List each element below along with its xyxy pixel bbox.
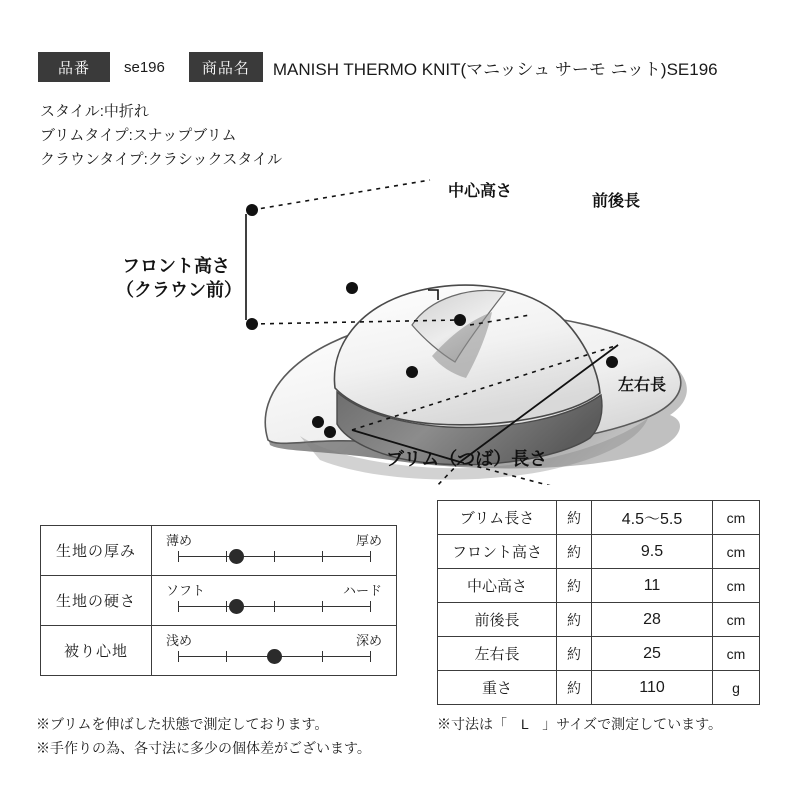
slider-label-firmness: 生地の硬さ: [41, 576, 152, 626]
slider-knob[interactable]: [229, 549, 244, 564]
sku-label: 品番: [38, 52, 110, 82]
slider-fit[interactable]: [152, 626, 397, 676]
slider-endpoints: [152, 580, 396, 599]
slider-track[interactable]: [178, 656, 370, 657]
table-row: [41, 626, 397, 676]
measure-approx: 約: [557, 535, 592, 569]
slider-label-thickness: 生地の厚み: [41, 526, 152, 576]
hat-illustration-svg: [0, 140, 800, 485]
measure-unit: g: [713, 671, 760, 705]
note-handmade: ※手作りの為、各寸法に多少の個体差がございます。: [36, 740, 371, 756]
measure-name-front-back: 前後長: [438, 603, 557, 637]
measure-value-center-height: 11: [592, 569, 713, 603]
table-row: [438, 569, 760, 603]
slider-knob[interactable]: [267, 649, 282, 664]
spec-crown-type: クラウンタイプ:クラシックスタイル: [40, 151, 283, 168]
slider-left-label: 薄め: [166, 533, 193, 548]
measure-value-front-height: 9.5: [592, 535, 713, 569]
slider-firmness[interactable]: [152, 576, 397, 626]
measure-value-left-right: 25: [592, 637, 713, 671]
slider-track[interactable]: [178, 606, 370, 607]
table-row: [438, 637, 760, 671]
measure-approx: 約: [557, 671, 592, 705]
slider-track[interactable]: [178, 556, 370, 557]
slider-endpoints: [152, 630, 396, 649]
measure-unit: cm: [713, 535, 760, 569]
slider-endpoints: [152, 530, 396, 549]
table-row: [438, 535, 760, 569]
measure-name-front-height: フロント高さ: [438, 535, 557, 569]
measure-value-brim: 4.5〜5.5: [592, 501, 713, 535]
measure-value-front-back: 28: [592, 603, 713, 637]
slider-thickness[interactable]: [152, 526, 397, 576]
notes-right: [437, 712, 722, 736]
sku-value: se196: [124, 58, 165, 76]
label-brim-length: ブリム（つば）長さ: [386, 449, 548, 469]
table-row: [41, 576, 397, 626]
measure-approx: 約: [557, 569, 592, 603]
table-row: [41, 526, 397, 576]
slider-label-fit: 被り心地: [41, 626, 152, 676]
measure-approx: 約: [557, 501, 592, 535]
hat-diagram: [0, 140, 800, 485]
product-name-value: MANISH THERMO KNIT(マニッシュ サーモ ニット)SE196: [272, 59, 718, 79]
label-front-height-line1: フロント高さ: [122, 256, 230, 276]
measure-value-weight: 110: [592, 671, 713, 705]
measure-unit: cm: [713, 501, 760, 535]
table-row: [438, 671, 760, 705]
measure-unit: cm: [713, 569, 760, 603]
note-brim-stretched: ※ブリムを伸ばした状態で測定しております。: [36, 716, 329, 732]
notes-left: [36, 712, 371, 760]
slider-right-label: 厚め: [355, 533, 382, 548]
spec-style: スタイル:中折れ: [40, 103, 149, 120]
measure-unit: cm: [713, 603, 760, 637]
slider-left-label: ソフト: [166, 583, 206, 598]
label-left-right: 左右長: [618, 377, 667, 394]
measurement-table: [437, 500, 760, 705]
measure-name-weight: 重さ: [438, 671, 557, 705]
slider-right-label: ハード: [342, 583, 382, 598]
attribute-slider-table: [40, 525, 397, 676]
product-name-label: 商品名: [189, 52, 263, 82]
table-row: [438, 501, 760, 535]
measure-name-left-right: 左右長: [438, 637, 557, 671]
product-header: [38, 52, 732, 82]
table-row: [438, 603, 760, 637]
measure-approx: 約: [557, 603, 592, 637]
slider-knob[interactable]: [229, 599, 244, 614]
label-front-back: 前後長: [592, 193, 641, 210]
measure-name-center-height: 中心高さ: [438, 569, 557, 603]
measure-name-brim: ブリム長さ: [438, 501, 557, 535]
slider-right-label: 深め: [355, 633, 382, 648]
note-size-measured: ※寸法は「 L 」サイズで測定しています。: [437, 716, 723, 732]
measure-unit: cm: [713, 637, 760, 671]
slider-left-label: 浅め: [166, 633, 193, 648]
label-center-height: 中心高さ: [448, 183, 513, 200]
label-front-height-line2: （クラウン前）: [116, 280, 242, 300]
spec-brim-type: ブリムタイプ:スナップブリム: [40, 127, 237, 144]
measure-approx: 約: [557, 637, 592, 671]
